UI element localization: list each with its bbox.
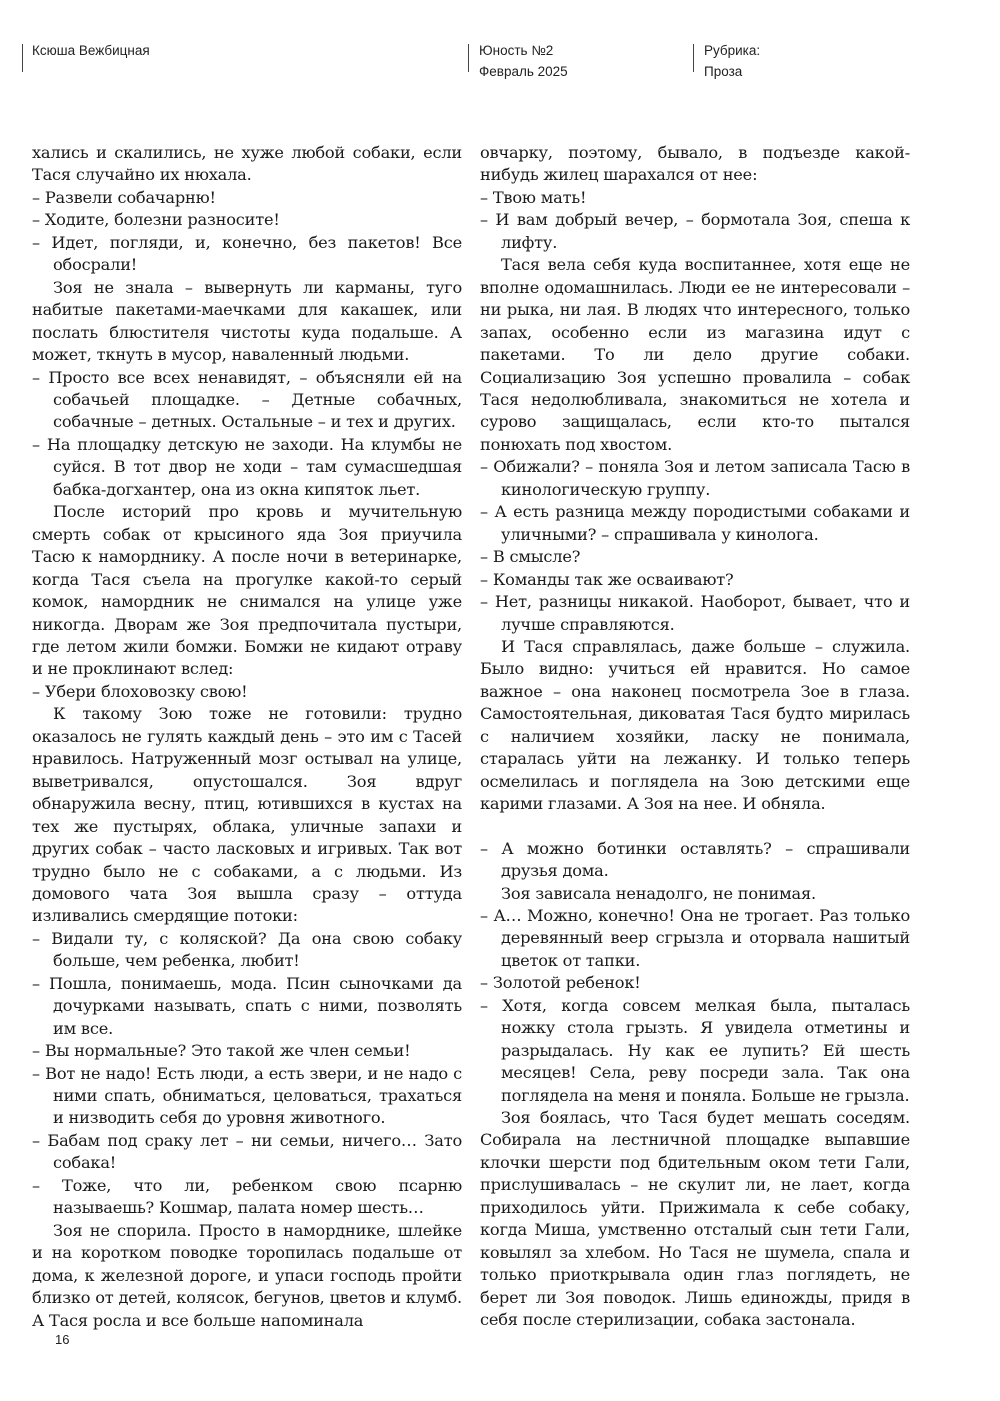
dialogue-line: – Развели собачарню! <box>32 187 216 207</box>
right-text-column <box>480 142 910 1332</box>
dialogue-line: – Тоже, что ли, ребенком свою псарню называешь? Кошмар, палата номер шесть… <box>32 1175 462 1218</box>
dialogue-line: – А есть разница между породистыми собаками и уличными? – спрашивала у кинолога. <box>480 502 910 544</box>
left-text-column <box>32 142 462 1332</box>
paragraph: Зоя не знала – вывернуть ли карманы, туго набитые пакетами-маечками для какашек, или послать блюстителя чистоты куда подальше. А может, ткнуть в мусор, наваленный людьми. <box>32 277 462 365</box>
header-divider <box>468 44 469 72</box>
header-magazine-block <box>479 40 568 82</box>
header-magazine: Юность №2 <box>479 43 554 58</box>
paragraph: И Тася справлялась, даже больше – служила. Было видно: учиться ей нравится. Но самое важное – она наконец посмотрела Зое в глаза. Самостоятельная, диковатая Тася будто мирилась с наличием хозяйки, ласку не понимала, старалась уйти на лежанку. И только теперь осмелилась и поглядела на Зою детскими еще карими глазами. А Зоя на нее. И обняла. <box>480 636 910 814</box>
dialogue-line: – Идет, погляди, и, конечно, без пакетов! Все обосрали! <box>32 232 462 275</box>
paragraph: К такому Зою тоже не готовили: трудно оказалось не гулять каждый день – это им с Тасей нравилось. Натруженный мозг остывал на улице, выветривался, опустошался. Зоя вдруг обнаружила весну, птиц, ютившихся в кустах на тех же пустырях, облака, уличные запахи и других собак – часто ласковых и игривых. Так вот трудно было не с собаками, а с людьми. Из домового чата Зоя вышла сразу – оттуда изливались смердящие потоки: <box>32 704 462 926</box>
dialogue-line: – Золотой ребенок! <box>480 973 641 993</box>
header-divider <box>22 44 23 72</box>
dialogue-line: – Просто все всех ненавидят, – объясняли ей на собачьей площадке. – Детные собачных, собачные – детных. Остальные – и тех и других. <box>32 367 462 432</box>
dialogue-line: – Ходите, болезни разносите! <box>32 210 280 230</box>
dialogue-line: – Вы нормальные? Это такой же член семьи! <box>32 1041 411 1061</box>
dialogue-line: – Нет, разницы никакой. Наоборот, бывает, что и лучше справляются. <box>480 592 910 634</box>
header-author: Ксюша Вежбицная <box>32 43 150 58</box>
dialogue-line: – Хотя, когда совсем мелкая была, пыталась ножку стола грызть. Я увидела отметины и разрыдалась. Ну как ее лупить? Ей шесть месяцев! Села, реву посреди зала. Так она поглядела на меня и поняла. Больше не грызла. <box>480 995 910 1105</box>
dialogue-line: – Пошла, понимаешь, мода. Псин сыночками да дочурками называть, спать с ними, позволять им все. <box>32 973 462 1038</box>
paragraph: Зоя не спорила. Просто в наморднике, шлейке и на коротком поводке торопилась подальше от дома, к железной дороге, и упаси господь пройти близко от детей, колясок, бегунов, цветов и клумб. А Тася росла и все больше напоминала <box>32 1220 462 1330</box>
paragraph: Зоя зависала ненадолго, не понимая. <box>501 883 816 903</box>
header-rubric-block <box>704 40 760 82</box>
dialogue-line: – В смысле? <box>480 547 581 567</box>
dialogue-line: – Убери блоховозку свою! <box>32 681 248 701</box>
header-rubric-label: Рубрика: <box>704 43 761 58</box>
dialogue-line: – На площадку детскую не заходи. На клумбы не суйся. В тот двор не ходи – там сумасшедшая бабка-догхантер, она из окна кипяток льет. <box>32 434 462 499</box>
page-number: 16 <box>55 1332 70 1347</box>
dialogue-line: – Вот не надо! Есть люди, а есть звери, и не надо с ними спать, обниматься, целоваться, трахаться и низводить себя до уровня животного. <box>32 1063 462 1128</box>
dialogue-line: – Видали ту, с коляской? Да она свою собаку больше, чем ребенка, любит! <box>32 928 462 971</box>
dialogue-line: – И вам добрый вечер, – бормотала Зоя, спеша к лифту. <box>480 210 910 252</box>
dialogue-line: – А… Можно, конечно! Она не трогает. Раз только деревянный веер сгрызла и оторвала нашитый цветок от тапки. <box>480 905 910 970</box>
dialogue-line: – Команды так же осваивают? <box>480 569 734 589</box>
section-break <box>480 816 910 838</box>
dialogue-line: – Бабам под сраку лет – ни семьи, ничего… Зато собака! <box>32 1130 462 1173</box>
paragraph: Зоя боялась, что Тася будет мешать соседям. Собирала на лестничной площадке выпавшие клочки шерсти под бдительным оком тети Гали, прислушивалась – не скулит ли, не лает, когда приходилось уйти. Прижимала к себе собаку, когда Миша, умственно отсталый сын тети Гали, ковылял за хлебом. Но Тася не шумела, спала и только приоткрывала один глаз поглядеть, не берет ли Зоя поводок. Лишь единожды, придя в себя после стерилизации, собака застонала. <box>480 1108 910 1330</box>
dialogue-line: – Твою мать! <box>480 187 587 207</box>
paragraph-continuation: хались и скалились, не хуже любой собаки, если Тася случайно их нюхала. <box>32 143 462 185</box>
paragraph: После историй про кровь и мучительную смерть собак от крысиного яда Зоя приучила Тасю к наморднику. А после ночи в ветеринарке, когда Тася съела на прогулке какой-то серый комок, намордник не снимался на улице уже никогда. Дворам же Зоя предпочитала пустыри, где летом жили бомжи. Бомжи не кидают отраву и не проклинают вслед: <box>32 502 462 679</box>
paragraph-continuation: овчарку, поэтому, бывало, в подъезде какой-нибудь жилец шарахался от нее: <box>480 143 910 185</box>
dialogue-line: – Обижали? – поняла Зоя и летом записала Тасю в кинологическую группу. <box>480 457 910 499</box>
header-issue-date: Февраль 2025 <box>479 64 568 79</box>
paragraph: Тася вела себя куда воспитаннее, хотя еще не вполне одомашнилась. Люди ее не интересовали – ни рыка, ни лая. В людях что интересного, только запах, особенно если из магазина идут с пакетами. То ли дело другие собаки. Социализацию Зоя успешно провалила – собак Тася недолюбливала, знакомиться не хотела и сурово защищалась, если кто-то пытался понюхать под хвостом. <box>480 255 910 454</box>
dialogue-line: – А можно ботинки оставлять? – спрашивали друзья дома. <box>480 838 910 881</box>
header-rubric-value: Проза <box>704 64 743 79</box>
header-divider <box>693 44 694 72</box>
